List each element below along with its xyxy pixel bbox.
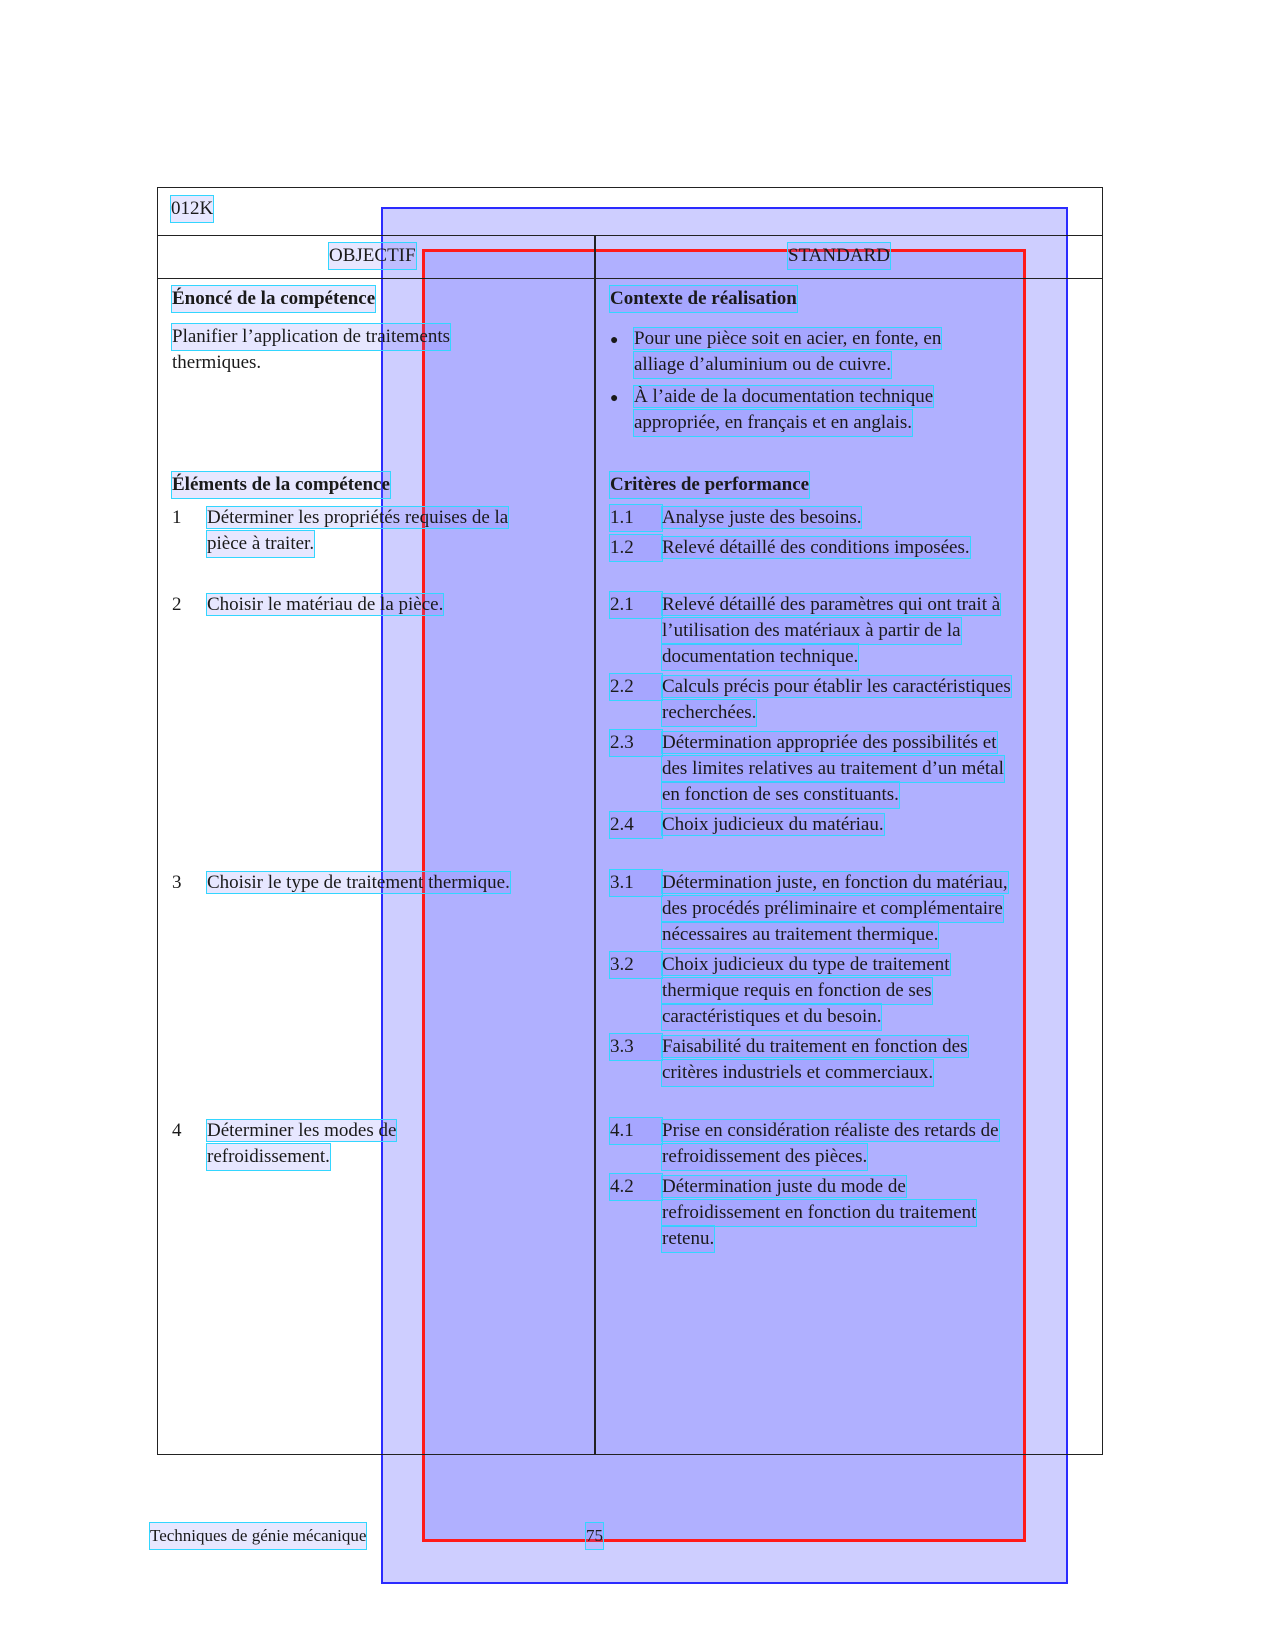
element-text: Choisir le type de traitement thermique. — [207, 872, 510, 893]
contexte-item: ● À l’aide de la documentation technique — [610, 384, 933, 412]
critere-number: 3.2 — [610, 952, 662, 978]
element-number: 4 — [172, 1120, 182, 1141]
critere-number: 3.3 — [610, 1034, 662, 1060]
contexte-line: appropriée, en français et en anglais. — [634, 410, 912, 436]
bullet-icon: ● — [610, 391, 619, 406]
critere-item: 2.4 Choix judicieux du matériau. — [610, 812, 884, 838]
critere-line: caractéristiques et du besoin. — [662, 1004, 881, 1030]
critere-line: documentation technique. — [662, 644, 858, 670]
critere-number: 2.4 — [610, 812, 662, 838]
criteres-title: Critères de performance — [610, 472, 809, 498]
critere-item: 2.2 Calculs précis pour établir les caractéristiques — [610, 674, 1011, 700]
element-item — [172, 592, 443, 618]
element-text: Choisir le matériau de la pièce. — [207, 594, 444, 615]
critere-line: des procédés préliminaire et complémentaire — [662, 896, 1003, 922]
column-divider — [594, 236, 596, 1454]
enonce-title: Énoncé de la compétence — [172, 286, 375, 312]
critere-number: 1.1 — [610, 505, 662, 531]
element-text: Déterminer les modes de — [207, 1120, 397, 1141]
header-standard: STANDARD — [788, 243, 890, 269]
element-text: pièce à traiter. — [207, 531, 314, 557]
critere-item: 3.3 Faisabilité du traitement en fonction des — [610, 1034, 968, 1060]
critere-number: 4.1 — [610, 1118, 662, 1144]
elements-title: Éléments de la compétence — [172, 472, 390, 498]
element-number: 3 — [172, 872, 182, 893]
critere-line: refroidissement en fonction du traitement — [662, 1200, 976, 1226]
critere-number: 2.3 — [610, 730, 662, 756]
element-number: 1 — [172, 507, 182, 528]
critere-item: 1.2 Relevé détaillé des conditions imposées. — [610, 535, 970, 561]
critere-line: critères industriels et commerciaux. — [662, 1060, 933, 1086]
contexte-item: ● Pour une pièce soit en acier, en fonte, en — [610, 326, 941, 354]
element-item — [172, 870, 510, 896]
critere-item: 1.1 Analyse juste des besoins. — [610, 505, 861, 531]
competency-code: 012K — [171, 196, 213, 222]
critere-line: recherchées. — [662, 700, 756, 726]
critere-item: 2.3 Détermination appropriée des possibilités et — [610, 730, 997, 756]
critere-line: nécessaires au traitement thermique. — [662, 922, 938, 948]
critere-line: retenu. — [662, 1226, 714, 1252]
critere-item: 3.2 Choix judicieux du type de traitement — [610, 952, 950, 978]
critere-number: 4.2 — [610, 1174, 662, 1200]
critere-number: 1.2 — [610, 535, 662, 561]
element-number: 2 — [172, 594, 182, 615]
critere-line: l’utilisation des matériaux à partir de la — [662, 618, 961, 644]
bullet-icon: ● — [610, 333, 619, 348]
footer-program: Techniques de génie mécanique — [150, 1523, 366, 1549]
critere-item: 4.2 Détermination juste du mode de — [610, 1174, 906, 1200]
critere-number: 2.2 — [610, 674, 662, 700]
critere-line: en fonction de ses constituants. — [662, 782, 899, 808]
critere-line: des limites relatives au traitement d’un métal — [662, 756, 1004, 782]
critere-number: 3.1 — [610, 870, 662, 896]
critere-line: thermique requis en fonction de ses — [662, 978, 932, 1004]
critere-item: 2.1 Relevé détaillé des paramètres qui ont trait à — [610, 592, 1000, 618]
header-row — [158, 236, 1102, 279]
critere-item: 3.1 Détermination juste, en fonction du matériau, — [610, 870, 1008, 896]
code-row — [158, 188, 1102, 236]
contexte-title: Contexte de réalisation — [610, 286, 797, 312]
critere-line: refroidissement des pièces. — [662, 1144, 867, 1170]
element-text: Déterminer les propriétés requises de la — [207, 507, 509, 528]
enonce-line: thermiques. — [172, 352, 262, 373]
critere-number: 2.1 — [610, 592, 662, 618]
element-item — [172, 1118, 396, 1144]
element-text: refroidissement. — [207, 1144, 330, 1170]
header-objectif: OBJECTIF — [329, 243, 416, 269]
enonce-line: Planifier l’application de traitements — [172, 324, 450, 350]
critere-item: 4.1 Prise en considération réaliste des retards de — [610, 1118, 999, 1144]
element-item — [172, 505, 508, 531]
footer-page-number: 75 — [586, 1523, 603, 1549]
contexte-line: alliage d’aluminium ou de cuivre. — [634, 352, 891, 378]
